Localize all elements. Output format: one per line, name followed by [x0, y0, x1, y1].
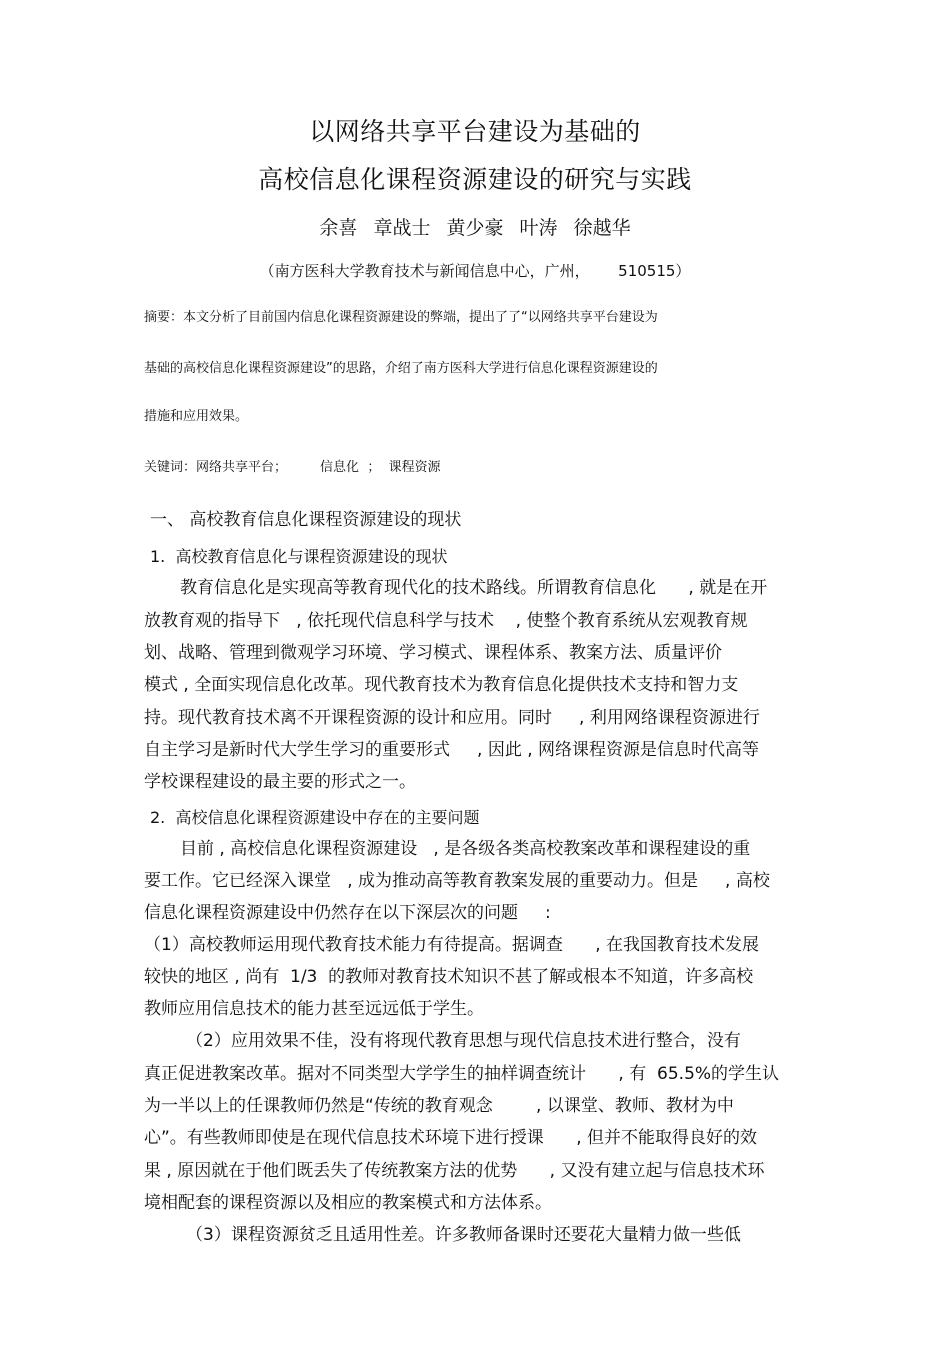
- affiliation: （南方医科大学教育技术与新闻信息中心，广州， 510515）: [259, 262, 691, 280]
- paragraph-line: 信息化课程资源建设中仍然存在以下深层次的问题 :: [144, 903, 551, 923]
- paragraph-line: 学校课程建设的最主要的形式之一。: [144, 772, 416, 792]
- paragraph-line: 自主学习是新时代大学生学习的重要形式 , 因此 , 网络课程资源是信息时代高等: [144, 740, 760, 760]
- abstract-line: 措施和应用效果。: [144, 409, 249, 424]
- paragraph-line: 放教育观的指导下 , 依托现代信息科学与技术 , 使整个教育系统从宏观教育规: [144, 611, 748, 631]
- subsection-heading-2: 2. 高校信息化课程资源建设中存在的主要问题: [150, 808, 480, 827]
- paragraph-line: 较快的地区 , 尚有 1/3 的教师对教育技术知识不甚了解或根本不知道，许多高校: [144, 967, 754, 987]
- paragraph-line: 境相配套的课程资源以及相应的教案模式和方法体系。: [144, 1193, 552, 1213]
- keywords: 关键词：网络共享平台； 信息化 ； 课程资源: [144, 460, 441, 475]
- paragraph-line: （1）高校教师运用现代教育技术能力有待提高。据调查 , 在我国教育技术发展: [144, 935, 760, 955]
- paragraph-line: 为一半以上的任课教师仍然是“传统的教育观念 , 以课堂、教师、教材为中: [144, 1096, 734, 1116]
- paragraph-line: 教育信息化是实现高等教育现代化的技术路线。所谓教育信息化 , 就是在开: [180, 578, 768, 598]
- paragraph-line: （3）课程资源贫乏且适用性差。许多教师备课时还要花大量精力做一些低: [186, 1225, 741, 1245]
- paragraph-line: 心”。有些教师即使是在现代信息技术环境下进行授课 , 但并不能取得良好的效: [144, 1128, 758, 1148]
- paragraph-line: 果 , 原因就在于他们既丢失了传统教案方法的优势 , 又没有建立起与信息技术环: [144, 1161, 765, 1181]
- paragraph-line: 教师应用信息技术的能力甚至远远低于学生。: [144, 999, 484, 1019]
- abstract-line: 摘要：本文分析了目前国内信息化课程资源建设的弊端，提出了了“以网络共享平台建设为: [144, 310, 658, 325]
- paper-title-line1: 以网络共享平台建设为基础的: [309, 117, 641, 146]
- author-list: 余喜 章战士 黄少豪 叶涛 徐越华: [319, 217, 631, 239]
- subsection-heading-1: 1. 高校教育信息化与课程资源建设的现状: [150, 547, 448, 566]
- paragraph-line: 目前 , 高校信息化课程资源建设 , 是各级各类高校教案改革和课程建设的重: [180, 839, 751, 859]
- paragraph-line: 真正促进教案改革。据对不同类型大学学生的抽样调查统计 , 有 65.5%的学生认: [144, 1064, 780, 1084]
- paper-title-line2: 高校信息化课程资源建设的研究与实践: [258, 165, 692, 194]
- paragraph-line: 划、战略、管理到微观学习环境、学习模式、课程体系、教案方法、质量评价: [144, 643, 722, 663]
- paragraph-line: 要工作。它已经深入课堂 , 成为推动高等教育教案发展的重要动力。但是 , 高校: [144, 871, 770, 891]
- paragraph-line: （2）应用效果不佳，没有将现代教育思想与现代信息技术进行整合，没有: [186, 1031, 741, 1051]
- abstract-line: 基础的高校信息化课程资源建设”的思路，介绍了南方医科大学进行信息化课程资源建设的: [144, 361, 658, 376]
- section-heading-1: 一、 高校教育信息化课程资源建设的现状: [150, 510, 462, 530]
- paragraph-line: 模式 , 全面实现信息化改革。现代教育技术为教育信息化提供技术支持和智力支: [144, 675, 739, 695]
- paragraph-line: 持。现代教育技术离不开课程资源的设计和应用。同时 , 利用网络课程资源进行: [144, 708, 760, 728]
